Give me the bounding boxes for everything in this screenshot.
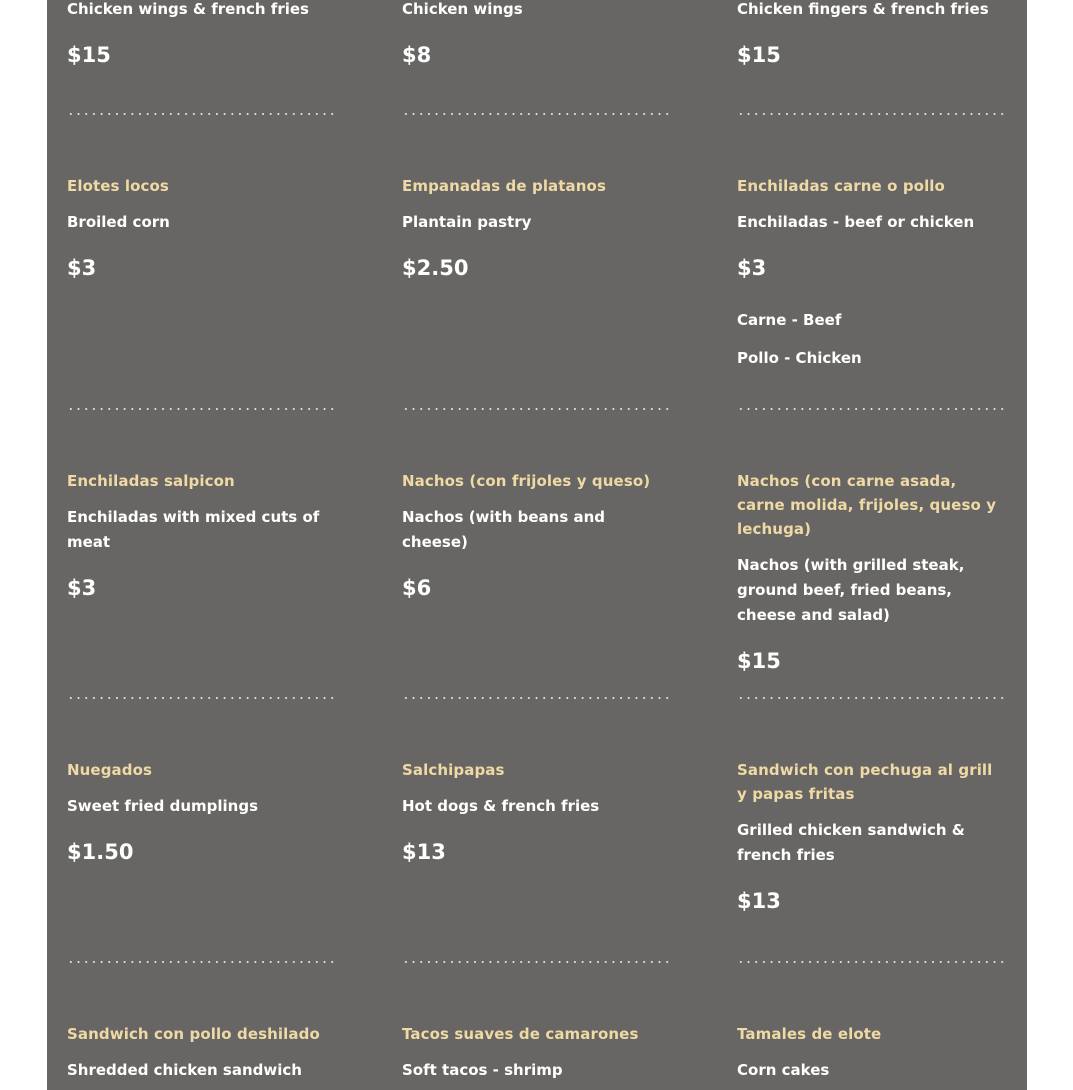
item-price: $15	[737, 649, 781, 673]
item-name: Tacos suaves de camarones	[402, 1025, 639, 1043]
dotted-separator	[67, 113, 337, 115]
dotted-separator	[402, 408, 672, 410]
menu-item	[67, 0, 337, 68]
dotted-separator	[737, 697, 1007, 699]
menu-panel	[47, 0, 1027, 1090]
menu-item	[402, 0, 672, 68]
item-description: Nachos (with beans and cheese)	[402, 508, 606, 551]
item-description: Corn cakes	[737, 1061, 830, 1079]
item-description: Chicken wings & french fries	[67, 0, 309, 18]
menu-item	[737, 0, 1007, 68]
dotted-separator	[737, 408, 1007, 410]
item-name: Salchipapas	[402, 761, 505, 779]
item-name: Elotes locos	[67, 177, 169, 195]
item-name: Enchiladas salpicon	[67, 472, 235, 490]
item-name: Enchiladas carne o pollo	[737, 177, 945, 195]
item-price: $2.50	[402, 256, 469, 280]
menu-item	[67, 174, 337, 281]
item-description: Enchiladas with mixed cuts of meat	[67, 508, 320, 551]
menu-item	[402, 469, 672, 601]
item-option: Carne - Beef	[737, 311, 842, 329]
menu-item	[737, 469, 1007, 674]
dotted-separator	[67, 697, 337, 699]
menu-item	[402, 174, 672, 281]
menu-item	[737, 1022, 1007, 1083]
item-price: $13	[402, 840, 446, 864]
dotted-separator	[67, 961, 337, 963]
dotted-separator	[402, 697, 672, 699]
item-description: Sweet fried dumplings	[67, 797, 259, 815]
item-description: Broiled corn	[67, 213, 170, 231]
menu-item	[737, 174, 1007, 370]
item-price: $6	[402, 576, 432, 600]
dotted-separator	[737, 961, 1007, 963]
item-description: Hot dogs & french fries	[402, 797, 600, 815]
item-description: Chicken wings	[402, 0, 523, 18]
dotted-separator	[402, 961, 672, 963]
menu-item	[67, 1022, 337, 1083]
item-description: Shredded chicken sandwich	[67, 1061, 302, 1079]
item-name: Empanadas de platanos	[402, 177, 606, 195]
item-description: Plantain pastry	[402, 213, 532, 231]
menu-item	[402, 758, 672, 865]
item-name: Nuegados	[67, 761, 153, 779]
item-price: $8	[402, 43, 432, 67]
menu-item	[402, 1022, 672, 1083]
menu-item	[67, 469, 337, 601]
item-price: $15	[737, 43, 781, 67]
item-name: Sandwich con pollo deshilado	[67, 1025, 320, 1043]
dotted-separator	[737, 113, 1007, 115]
item-description: Enchiladas - beef or chicken	[737, 213, 975, 231]
item-price: $1.50	[67, 840, 134, 864]
item-name: Nachos (con frijoles y queso)	[402, 472, 651, 490]
item-description: Nachos (with grilled steak, ground beef, fried beans, cheese and salad)	[737, 556, 965, 624]
item-name: Nachos (con carne asada, carne molida, frijoles, queso y lechuga)	[737, 472, 997, 538]
item-price: $3	[67, 576, 97, 600]
item-description: Chicken fingers & french fries	[737, 0, 989, 18]
item-name: Tamales de elote	[737, 1025, 882, 1043]
dotted-separator	[402, 113, 672, 115]
item-price: $3	[737, 256, 767, 280]
item-description: Soft tacos - shrimp	[402, 1061, 563, 1079]
item-price: $15	[67, 43, 111, 67]
item-option: Pollo - Chicken	[737, 349, 862, 367]
menu-item	[737, 758, 1007, 914]
item-price: $13	[737, 889, 781, 913]
item-description: Grilled chicken sandwich & french fries	[737, 821, 965, 864]
item-name: Sandwich con pechuga al grill y papas fritas	[737, 761, 993, 803]
item-price: $3	[67, 256, 97, 280]
menu-item	[67, 758, 337, 865]
dotted-separator	[67, 408, 337, 410]
